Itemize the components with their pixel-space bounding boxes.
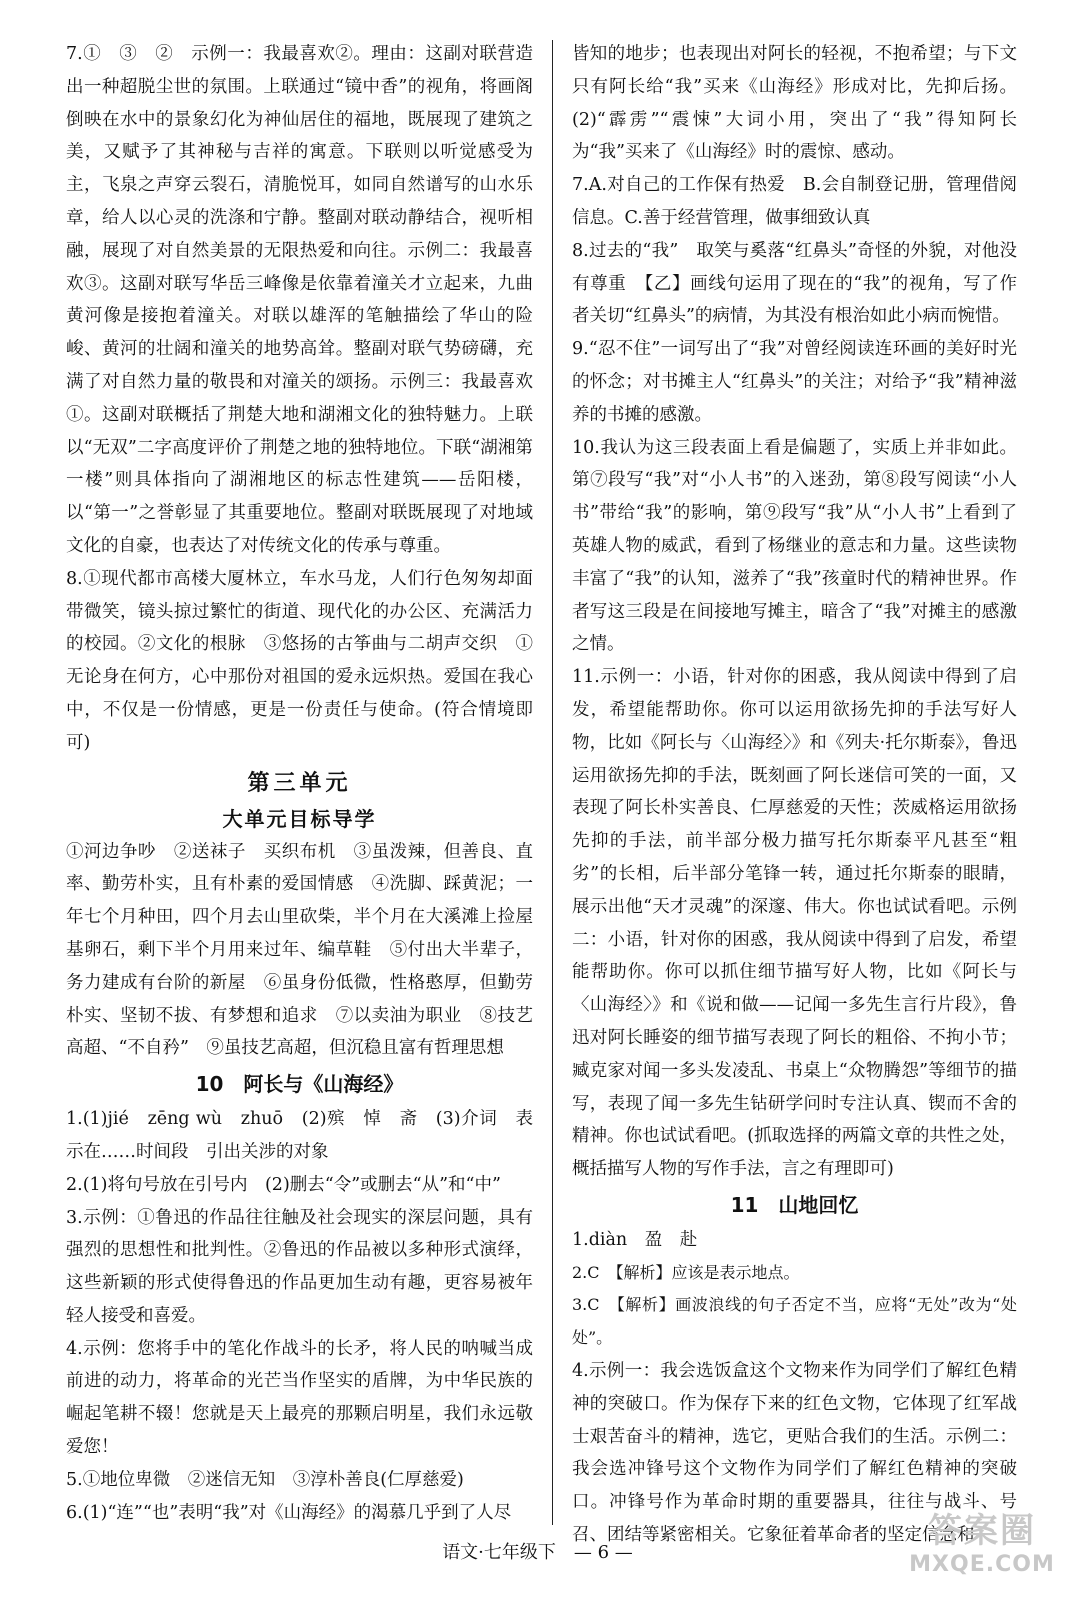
lesson10-answer-11: 11.示例一：小语，针对你的困惑，我从阅读中得到了启发，希望能帮助你。你可以运用欲扬先抑的手法写好人物，比如《阿长与〈山海经〉》和《列夫·托尔斯泰》，鲁迅运用欲扬先抑的手法，既刻画了阿长迷信可笑的一面，又表现了阿长朴实善良、仁厚慈爱的天性；茨威格运用欲扬先抑的手法，前半部分极力描写托尔斯泰平凡甚至“粗劣”的长相，后半部分笔锋一转，通过托尔斯泰的眼睛，展示出他“天才灵魂”的深邃、伟大。你也试试看吧。示例二：小语，针对你的困惑，我从阅读中得到了启发，希望能帮助你。你可以抓住细节描写好人物，比如《阿长与〈山海经〉》和《说和做——记闻一多先生言行片段》，鲁迅对阿长睡姿的细节描写表现了阿长的粗俗、不拘小节；臧克家对闻一多头发凌乱、书桌上“众物腾怨”等细节的描写，表现了闻一多先生钻研学问时专注认真、锲而不舍的精神。你也试试看吧。(抓取选择的两篇文章的共性之处，概括描写人物的写作手法，言之有理即可) — [572, 667, 1017, 1180]
lesson10-answer-8: 8.过去的“我” 取笑与奚落“红鼻头”奇怪的外貌，对他没有尊重 【乙】画线句运用了现在的“我”的视角，写了作者关切“红鼻头”的病情，为其没有根治如此小病而惋惜。 — [572, 240, 1017, 327]
lesson10-answer-7: 7.A.对自己的工作保有热爱 B.会自制登记册，管理借阅信息。C.善于经营管理，做事细致认真 — [572, 175, 1017, 228]
watermark-logo — [907, 1510, 1057, 1590]
unit-title: 第三单元 — [247, 770, 352, 796]
lesson10-answer-6: 6.(1)“连”“也”表明“我”对《山海经》的渴慕几乎到了人尽 — [66, 1502, 512, 1523]
left-column — [66, 38, 533, 1529]
lesson11-answer-3: 3.C 【解析】画波浪线的句子否定不当，应将“无处”改为“处处”。 — [572, 1295, 1017, 1348]
right-column — [572, 38, 1017, 1552]
lesson10-answer-2: 2.(1)将句号放在引号内 (2)删去“令”或删去“从”和“中” — [66, 1174, 501, 1195]
unit-body: ①河边争吵 ②送袜子 买织布机 ③虽泼辣，但善良、直率、勤劳朴实，且有朴素的爱国情感 ④洗脚、踩黄泥；一年七个月种田，四个月去山里砍柴，半个月在大溪滩上捡屋基卵石，剩下半个月用来过年、编草鞋 ⑤付出大半辈子，务力建成有台阶的新屋 ⑥虽身份低微，性格憨厚，但勤劳朴实、坚韧不拔、有梦想和追求 ⑦以卖油为职业 ⑧技艺高超、“不自矜” ⑨虽技艺高超，但沉稳且富有哲理思想 — [66, 841, 533, 1059]
lesson10-answer-1: 1.(1)jié zēng wù zhuō (2)殡 悼 斋 (3)介词 表示在……时间段 引出关涉的对象 — [66, 1109, 533, 1162]
lesson11-answer-4: 4.示例一：我会选饭盒这个文物来作为同学们了解红色精神的突破口。作为保存下来的红色文物，它体现了红军战士艰苦奋斗的精神，选它，更贴合我们的生活。示例二：我会选冲锋号这个文物作为同学们了解红色精神的突破口。冲锋号作为革命时期的重要器具，往往与战斗、号召、团结等紧密相关。它象征着革命者的坚定信念和 — [572, 1361, 1017, 1546]
watermark-url: MXQE.COM — [909, 1552, 1055, 1577]
lesson10-answer-3: 3.示例：①鲁迅的作品往往触及社会现实的深层问题，具有强烈的思想性和批判性。②鲁迅的作品被以多种形式演绎，这些新颖的形式使得鲁迅的作品更加生动有趣，更容易被年轻人接受和喜爱。 — [66, 1207, 533, 1326]
lesson10-answer-6-cont: 皆知的地步；也表现出对阿长的轻视，不抱希望；与下文只有阿长给“我”买来《山海经》形成对比，先抑后扬。(2)“霹雳”“震悚”大词小用，突出了“我”得知阿长为“我”买来了《山海经》时的震惊、感动。 — [572, 44, 1017, 163]
unit-subtitle: 大单元目标导学 — [222, 806, 377, 831]
lesson-11-title: 11 山地回忆 — [730, 1192, 859, 1217]
lesson11-answer-1: 1.diàn 盈 赴 — [572, 1229, 698, 1250]
lesson10-answer-5: 5.①地位卑微 ②迷信无知 ③淳朴善良(仁厚慈爱) — [66, 1469, 464, 1490]
column-divider — [552, 40, 553, 1525]
lesson10-answer-10: 10.我认为这三段表面上看是偏题了，实质上并非如此。第⑦段写“我”对“小人书”的入迷劲，第⑧段写阅读“小人书”带给“我”的影响，第⑨段写“我”从“小人书”上看到了英雄人物的威武，看到了杨继业的意志和力量。这些读物丰富了“我”的认知，滋养了“我”孩童时代的精神世界。作者写这三段是在间接地写摊主，暗含了“我”对摊主的感激之情。 — [572, 437, 1017, 655]
answer-8: 8.①现代都市高楼大厦林立，车水马龙，人们行色匆匆却面带微笑，镜头掠过繁忙的街道、现代化的办公区、充满活力的校园。②文化的根脉 ③悠扬的古筝曲与二胡声交织 ①无论身在何方，心中那份对祖国的爱永远炽热。爱国在我心中，不仅是一份情感，更是一份责任与使命。(符合情境即可) — [66, 568, 533, 753]
page-footer: 语文·七年级下 — 6 — — [442, 1542, 633, 1563]
lesson10-answer-4: 4.示例：您将手中的笔化作战斗的长矛，将人民的呐喊当成前进的动力，将革命的光芒当作坚实的盾牌，为中华民族的崛起笔耕不辍！您就是天上最亮的那颗启明星，我们永远敬爱您！ — [66, 1338, 533, 1458]
answer-7: 7.① ③ ② 示例一：我最喜欢②。理由：这副对联营造出一种超脱尘世的氛围。上联通过“镜中香”的视角，将画阁倒映在水中的景象幻化为神仙居住的福地，既展现了建筑之美，又赋予了其神秘与吉祥的寓意。下联则以听觉感受为主，飞泉之声穿云裂石，清脆悦耳，如同自然谱写的山水乐章，给人以心灵的洗涤和宁静。整副对联动静结合，视听相融，展现了对自然美景的无限热爱和向往。示例二：我最喜欢③。这副对联写华岳三峰像是依靠着潼关才立起来，九曲黄河像是接抱着潼关。对联以雄浑的笔触描绘了华山的险峻、黄河的壮阔和潼关的地势高耸。整副对联气势磅礴，充满了对自然力量的敬畏和对潼关的颂扬。示例三：我最喜欢①。这副对联概括了荆楚大地和湖湘文化的独特魅力。上联以“无双”二字高度评价了荆楚之地的独特地位。下联“湖湘第一楼”则具体指向了湖湘地区的标志性建筑——岳阳楼，以“第一”之誉彰显了其重要地位。整副对联既展现了对地域文化的自豪，也表达了对传统文化的传承与尊重。 — [66, 44, 533, 556]
lesson-10-title: 10 阿长与《山海经》 — [195, 1072, 404, 1097]
lesson11-answer-2: 2.C 【解析】应该是表示地点。 — [572, 1262, 800, 1282]
lesson10-answer-9: 9.“忍不住”一词写出了“我”对曾经阅读连环画的美好时光的怀念；对书摊主人“红鼻头”的关注；对给予“我”精神滋养的书摊的感激。 — [572, 339, 1017, 425]
watermark-text: 答案圈 — [928, 1511, 1036, 1551]
